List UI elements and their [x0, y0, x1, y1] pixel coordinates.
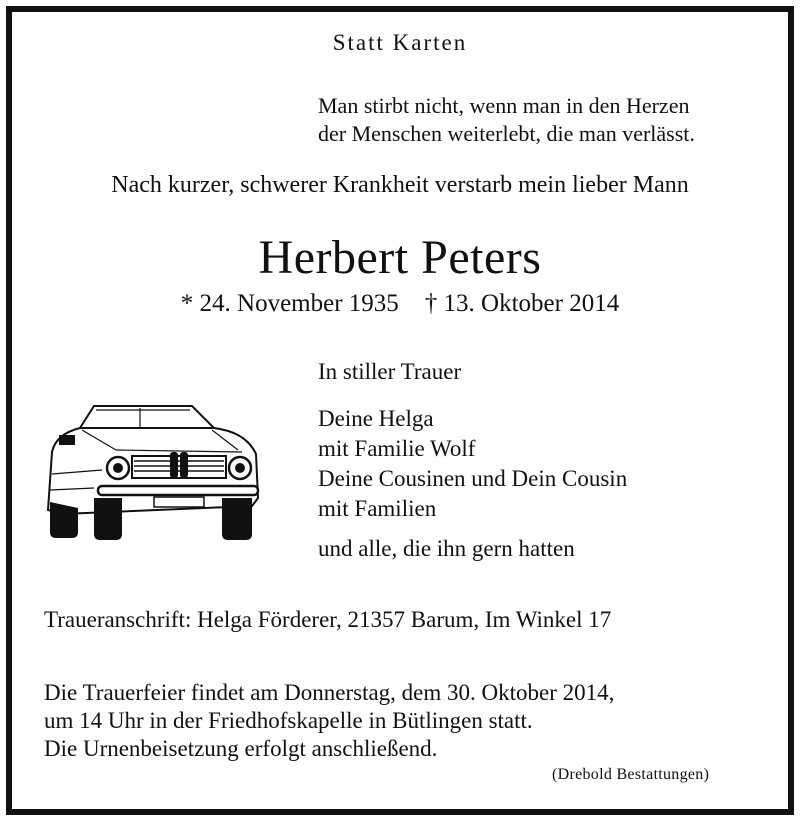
mourning-address: Traueranschrift: Helga Förderer, 21357 Barum, Im Winkel 17	[44, 607, 612, 632]
family-line: Deine Cousinen und Dein Cousin	[318, 466, 628, 491]
funeral-service-info	[44, 679, 614, 763]
service-line: um 14 Uhr in der Friedhofskapelle in Bütlingen statt.	[44, 708, 533, 733]
service-line: Die Urnenbeisetzung erfolgt anschließend.	[44, 736, 438, 761]
death-date: † 13. Oktober 2014	[424, 290, 620, 317]
all-others-line: und alle, die ihn gern hatten	[318, 536, 575, 561]
intro-text: Nach kurzer, schwerer Krankheit verstarb mein lieber Mann	[111, 172, 689, 198]
family-line: mit Familien	[318, 496, 437, 521]
family-line: Deine Helga	[318, 406, 434, 431]
service-line: Die Trauerfeier findet am Donnerstag, dem 30. Oktober 2014,	[44, 680, 615, 705]
mourning-heading: In stiller Trauer	[318, 359, 462, 384]
quote-line: der Menschen weiterlebt, die man verlässt.	[318, 121, 695, 146]
life-dates	[0, 290, 800, 318]
birth-date: * 24. November 1935	[180, 290, 399, 317]
header-statt-karten: Statt Karten	[332, 30, 468, 55]
undertaker-credit: (Drebold Bestattungen)	[552, 766, 710, 783]
convertible-car-illustration	[42, 398, 266, 542]
family-line: mit Familie Wolf	[318, 436, 476, 461]
memorial-quote	[318, 92, 695, 148]
deceased-name: Herbert Peters	[258, 231, 542, 284]
quote-line: Man stirbt nicht, wenn man in den Herzen	[318, 93, 690, 118]
family-list	[318, 404, 627, 524]
